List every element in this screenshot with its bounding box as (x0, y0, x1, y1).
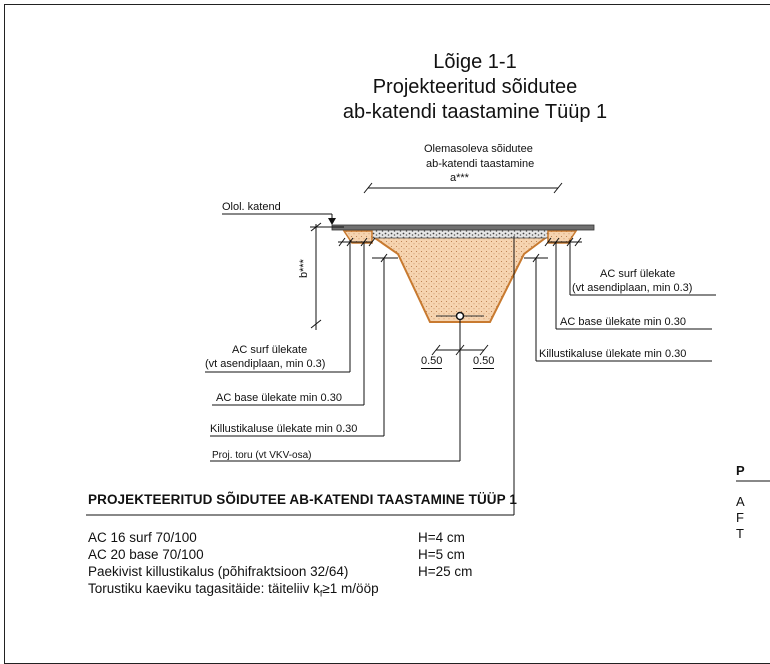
asphalt-surface (332, 225, 594, 230)
cutoff-row-2: F (736, 510, 744, 525)
ac-surf-left-line1: AC surf ülekate (232, 344, 308, 356)
spec-note-text: Torustiku kaeviku tagasitäide: täiteliiv k (88, 581, 320, 596)
olol-katend-arrow (328, 218, 336, 225)
spec-note-subscript: f (319, 588, 323, 599)
spec-row-2-name: AC 20 base 70/100 (88, 547, 204, 562)
top-label-line1: Olemasoleva sõidutee (424, 143, 533, 155)
cutoff-row-3: T (736, 526, 744, 541)
drawing-title-line2: Projekteeritud sõidutee (372, 76, 578, 98)
spec-row-3-value: H=25 cm (418, 564, 473, 579)
top-label-line2: ab-katendi taastamine (426, 158, 535, 170)
ac-surf-right-line1: AC surf ülekate (600, 268, 676, 280)
spec-row-3-name: Paekivist killustikalus (põhifraktsioon 32/64) (88, 564, 349, 579)
ac-surf-right-line2: (vt asendiplaan, min 0.3) (572, 282, 693, 294)
left-shoulder (344, 231, 372, 243)
spec-row-1-value: H=4 cm (418, 530, 465, 545)
drawing-title-line1: Lõige 1-1 (433, 51, 517, 73)
cutoff-heading: P (736, 463, 745, 478)
cutoff-row-1: A (736, 494, 745, 509)
spec-row-2-value: H=5 cm (418, 547, 465, 562)
drawing-title-line3: ab-katendi taastamine Tüüp 1 (342, 101, 608, 123)
dim-050-left: 0.50 (421, 355, 443, 367)
olol-katend-label: Olol. katend (222, 201, 281, 213)
pipe (457, 313, 464, 320)
dim-b-label: b*** (298, 259, 310, 278)
ac-base-left-label: AC base ülekate min 0.30 (216, 392, 342, 404)
ac-surf-left-line2: (vt asendiplaan, min 0.3) (205, 358, 326, 370)
ac-base-right-label: AC base ülekate min 0.30 (560, 316, 686, 328)
dim-a-label: a*** (450, 172, 469, 184)
spec-note (88, 581, 379, 599)
trench-fill (372, 236, 548, 322)
killustik-right-label: Killustikaluse ülekate min 0.30 (539, 348, 687, 360)
dim-050-right: 0.50 (473, 355, 495, 367)
right-shoulder (548, 231, 576, 243)
spec-note-tail: ≥1 m/ööp (322, 581, 379, 596)
pipe-label: Proj. toru (vt VKV-osa) (212, 450, 312, 461)
spec-row-1-name: AC 16 surf 70/100 (88, 530, 197, 545)
spec-heading: PROJEKTEERITUD SÕIDUTEE AB-KATENDI TAASTAMINE TÜÜP 1 (88, 492, 517, 507)
killustik-left-label: Killustikaluse ülekate min 0.30 (210, 423, 358, 435)
